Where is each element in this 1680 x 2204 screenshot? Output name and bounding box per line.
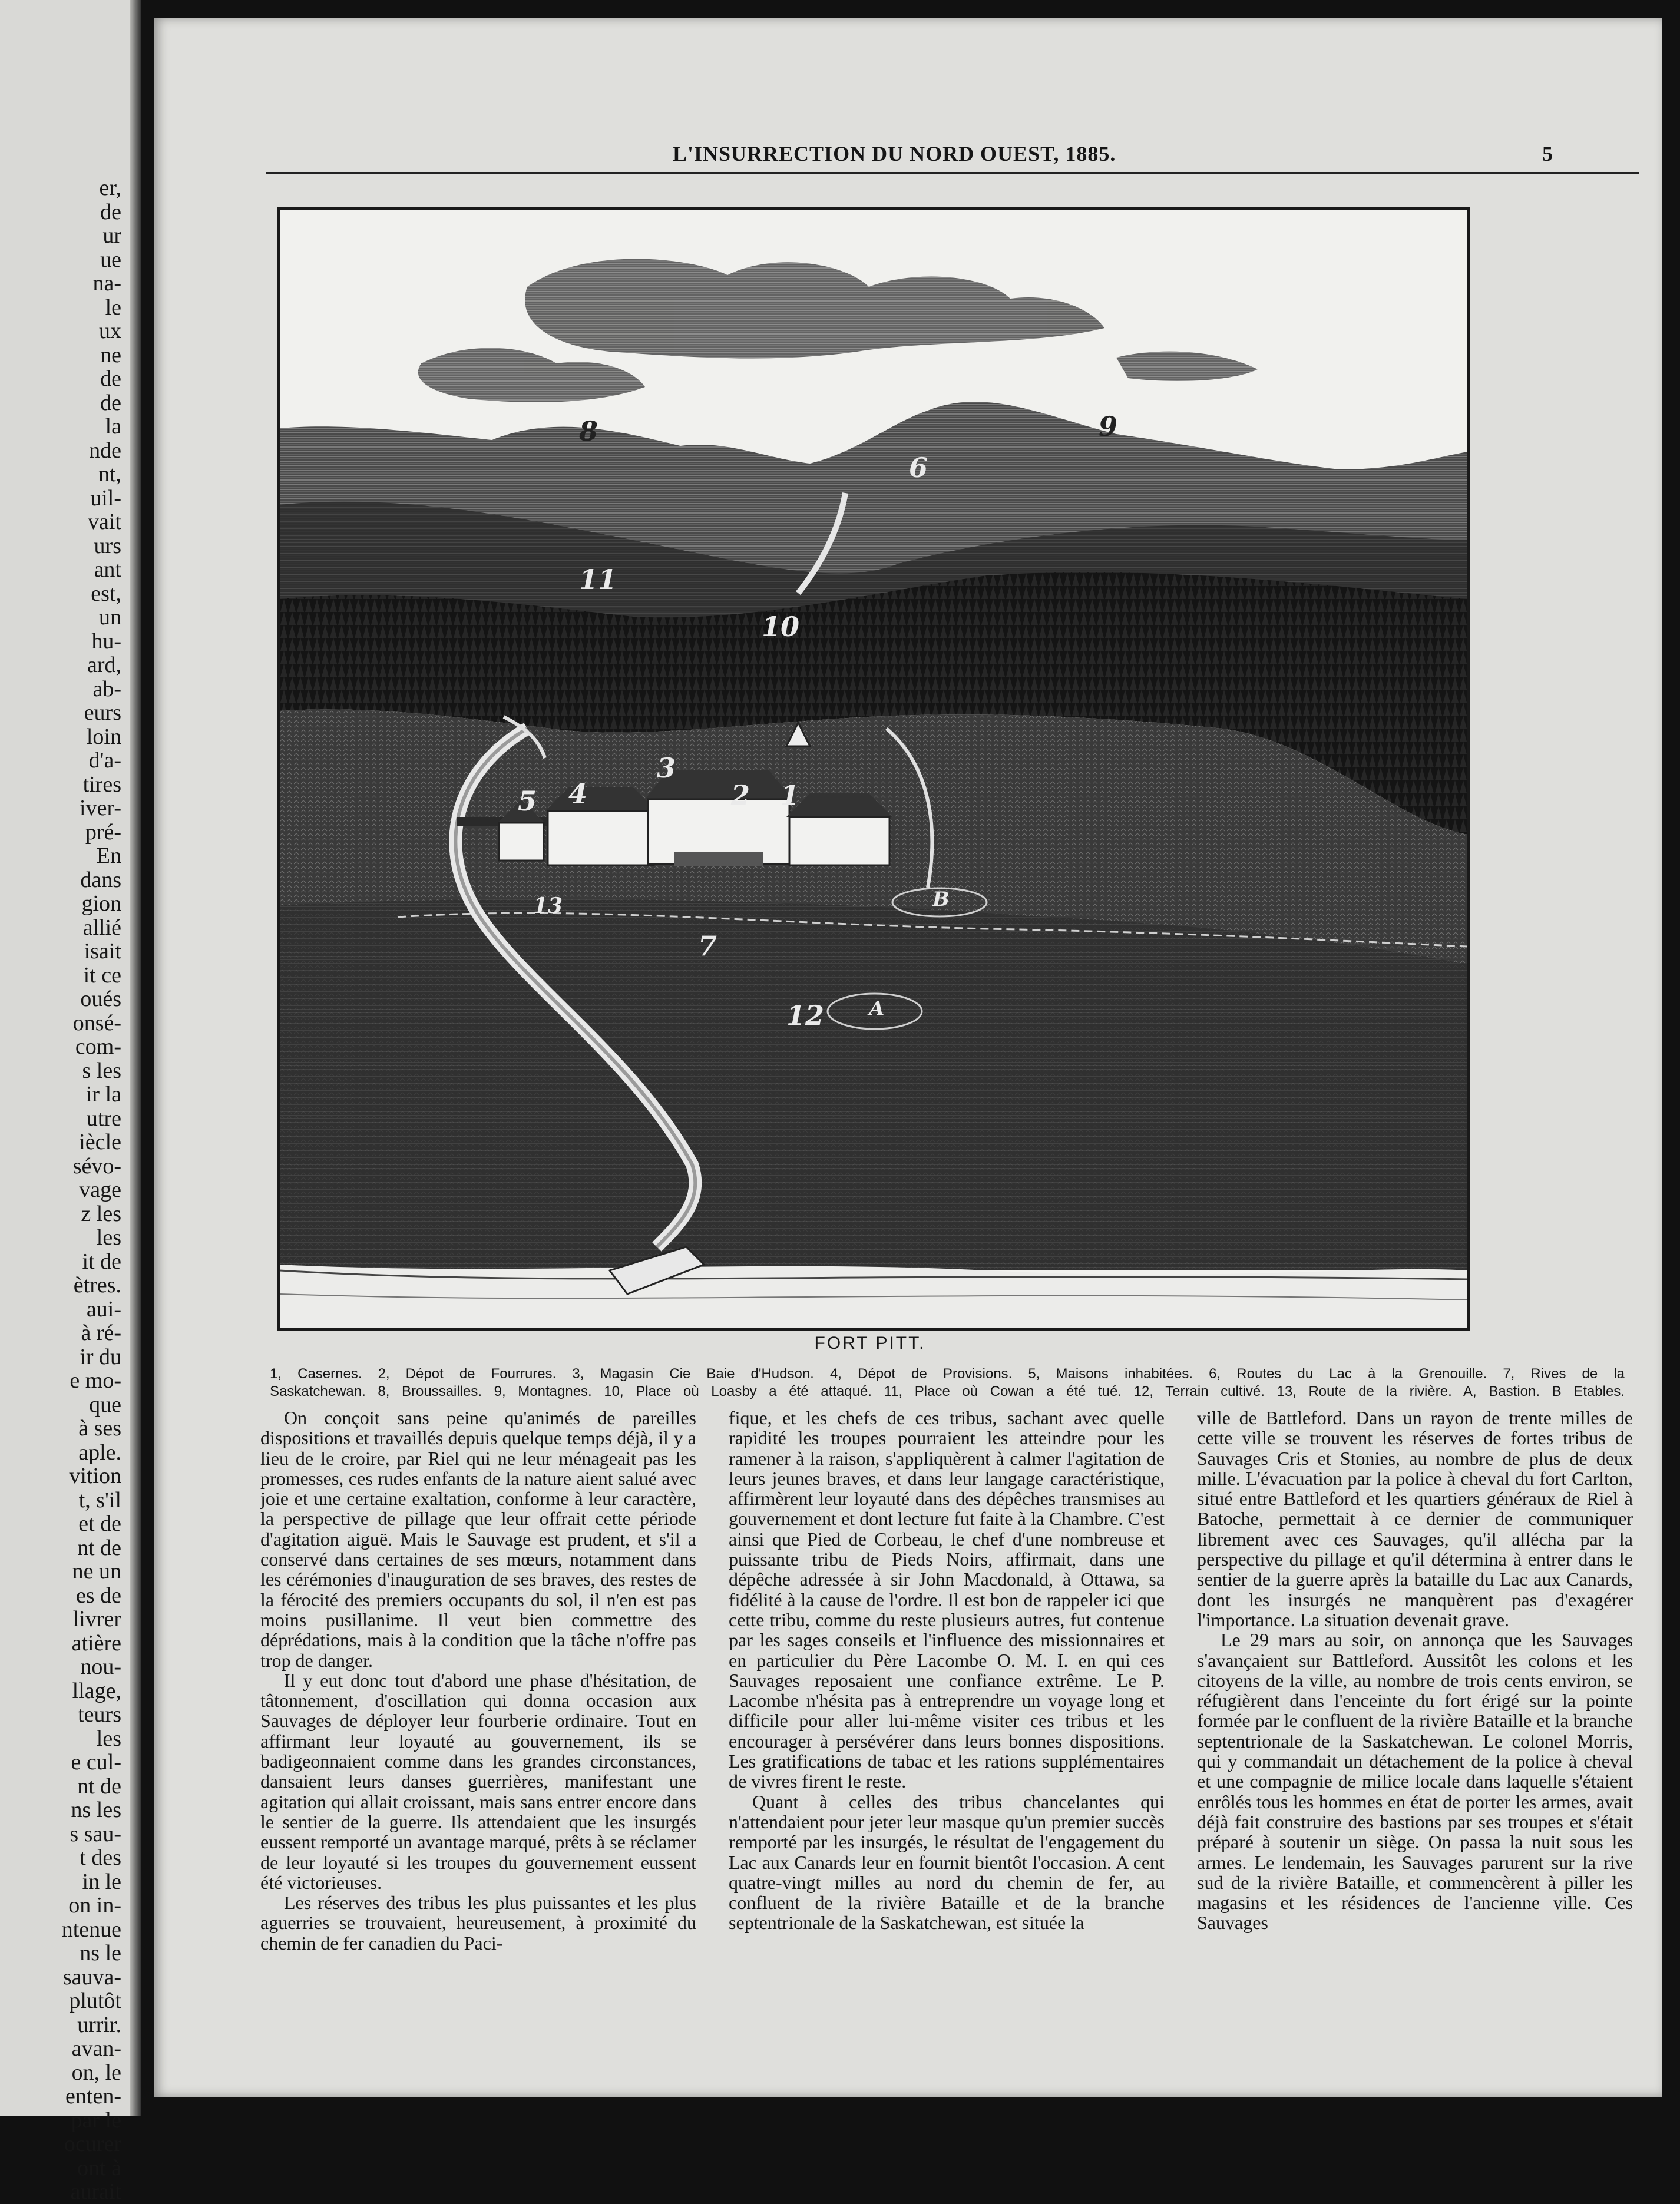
page-gutter [130,0,141,2116]
facing-page-line: in le [82,1869,121,1894]
column-2 [729,1408,1165,2020]
facing-page-line: d'a- [88,748,121,773]
facing-page-line: à ré- [81,1321,121,1345]
facing-page-line: ab- [92,676,121,701]
facing-page-line: er, [99,176,121,200]
facing-page-line: e mo- [70,1368,121,1393]
facing-page-line: les [96,1225,121,1250]
engraving-illustration [280,210,1467,1328]
facing-page-line: ont à [77,2155,121,2180]
paragraph: Il y eut donc tout d'abord une phase d'hésitation, de tâtonnement, d'oscillation qui donna occasion aux Sauvages de déployer leur fourberie ordinaire. Tout en affirmant leur loyauté au gouvernement, ils se badigeonnaient comme dans les grandes circonstances, dansaient leurs danses guerrières, manifestant une agitation qui allait croissant, mais sans entrer encore dans le sentier de la guerre. Ils attendaient que les insurgés eussent remporté un avantage marqué, prêts à se réclamer de leur loyauté si les troupes du gouvernement eussent été victorieuses. [260,1669,696,1893]
facing-page-line: it de [82,1249,121,1274]
facing-page-line: aple. [78,1439,121,1465]
facing-page-line: ur [102,223,121,248]
facing-page-line: z les [81,1201,121,1226]
facing-page-line: ux [99,319,121,343]
facing-page-line: ne [100,342,121,368]
facing-page-line: ue [100,247,121,272]
facing-page-line: de [100,199,121,224]
figure-label-5: 5 [518,785,537,817]
facing-page-line: les [96,1726,121,1751]
facing-page-line: ne un [72,1559,121,1584]
facing-page-line: à ses [78,1416,121,1441]
facing-page-line: livrer [72,1607,121,1632]
figure-label-A: A [869,997,885,1021]
facing-page-line: ètres. [73,1273,121,1298]
figure-label-13: 13 [533,893,563,918]
facing-page-line: com- [75,1034,121,1059]
facing-page-line: le [105,294,121,320]
figure-label-9: 9 [1099,411,1118,442]
facing-page-line: nt de [77,1535,121,1560]
figure-label-B: B [932,888,950,911]
facing-page-line: nou- [80,1654,121,1679]
facing-page-line: nt de [77,1773,121,1799]
facing-page-line: un [99,605,121,630]
facing-page-line: tires [82,772,121,797]
facing-page-line: la [105,414,121,439]
facing-page-line: it ce [83,962,121,988]
facing-page-line: dans [80,867,121,892]
facing-page-line: hu- [91,628,121,654]
figure-label-12: 12 [786,1000,825,1031]
facing-page-line: on, le [71,2060,121,2085]
header-rule [266,172,1639,174]
facing-page-line: de [100,366,121,391]
facing-page-line: urrir. [77,2012,121,2037]
figure-label-6: 6 [909,452,928,484]
facing-page-line: atière [71,1630,121,1656]
document-page [154,18,1662,2097]
facing-page-line: ard, [87,653,121,677]
facing-page-line: de [100,390,121,415]
fort-pitt-engraving [277,207,1470,1331]
facing-page-line: vition [69,1464,121,1488]
figure-label-4: 4 [568,778,588,810]
facing-page-line: En [96,843,121,868]
facing-page-line: avan- [71,2036,121,2061]
facing-page-line: ir du [80,1344,121,1369]
paragraph: fique, et les chefs de ces tribus, sachant avec quelle rapidité les troupes pourraient les atteindre pour les ramener à la raison, s'appliquèrent à calmer l'agitation de leurs jeunes braves, et dans leur langage caractéristique, affirmèrent leur loyauté dans des dépêches transmises au gouvernement et dont lecture fut faite à la Chambre. C'est ainsi que Pied de Corbeau, le chef d'une nombreuse et puissante tribu de Pieds Noirs, affirmait, dans une dépêche adressée à sir John Macdonald, à Ottawa, sa fidélité à la cause de l'ordre. Il est bon de rappeler ici que cette tribu, comme du reste plusieurs autres, fut contenue par les sages conseils et l'influence des missionnaires et en particulier du Père Lacombe O. M. I. en qui ces Sauvages reposaient une confiance extrême. Le P. Lacombe n'hésita pas à entreprendre un voyage long et difficile pour aller lui-même visiter ces tribus et les encourager à persévérer dans leurs bonnes dispositions. Les gratifications de tabac et les rations supplémentaires de vivres firent le reste. [729,1407,1165,1792]
facing-page-line: iver- [80,796,121,820]
facing-page-line: llage, [72,1678,121,1703]
figure-legend [270,1365,1625,1401]
facing-page-line: vage [79,1177,121,1202]
facing-page-line: que [89,1392,121,1417]
facing-page-line: aui- [86,1296,121,1322]
column-3 [1197,1408,1633,2020]
figure-label-3: 3 [657,752,676,784]
facing-page-line: gion [81,891,121,916]
facing-page-line: on in- [68,1893,121,1918]
figure-label-8: 8 [579,415,598,447]
facing-page-line: plutôt [69,1988,121,2013]
facing-page-line: s sau- [70,1821,121,1846]
facing-page-line: es de [75,1583,121,1608]
facing-page-line: aurait [70,2179,121,2204]
running-head-title: L'INSURRECTION DU NORD OUEST, 1885. [673,142,1116,166]
facing-page-line: est, [91,581,121,606]
paragraph: Quant à celles des tribus chancelantes qui n'attendaient pour jeter leur masque qu'un premier succès remporté par les insurgés, le résultat de l'engagement du Lac aux Canards leur en fournit bientôt l'occasion. A cent quatre-vingt milles au nord du chemin de fer, au confluent de la rivière Bataille et de la branche septentrionale de la Saskatchewan, est située la [729,1791,1165,1934]
facing-page-line: oués [80,987,121,1011]
figure-label-1: 1 [781,779,800,811]
facing-page-line: et de [78,1511,121,1536]
facing-page-line: utre [86,1106,121,1131]
facing-page-line: eurs [84,700,121,725]
facing-page-line: t, s'il [78,1487,121,1513]
facing-page-line: teurs [78,1702,121,1727]
paragraph: On conçoit sans peine qu'animés de pareilles dispositions et travaillés depuis quelque temps déjà, il y a lieu de le croire, par Riel qui ne leur ménageait pas les promesses, ces rudes enfants de la nature aient salué avec joie et une certaine exaltation, conforme à leur caractère, la perspective de pillage que leur offrait cette période d'agitation aiguë. Mais le Sauvage est prudent, et s'il a conservé dans certaines de ses mœurs, notamment dans les cérémonies d'inauguration de ses braves, des restes de la férocité des premiers occupants du sol, il n'en est pas moins pusillanime. Il veut bien commettre des déprédations, mais à la condition que la tâche n'offre pas trop de danger. [260,1407,696,1671]
page-number: 5 [1542,142,1553,166]
facing-page-line: pré- [85,819,121,845]
legend-line-2: Saskatchewan. 8, Broussailles. 9, Montagnes. 10, Place où Loasby a été attaqué. 11, Place où Cowan a été tué. 12, Terrain cultivé. 13, Route de la rivière. A, Bastion. B Etables. [270,1384,1625,1399]
facing-page-line: na- [92,271,121,296]
figure-label-10: 10 [762,611,800,643]
running-head [154,141,1662,177]
facing-page-line: ir la [85,1082,121,1107]
facing-page-line: nt, [98,462,121,487]
facing-page-line: uil- [90,485,121,511]
facing-page-line: ant [94,557,121,582]
facing-page-fragment [0,0,141,2204]
facing-page-line: vait [88,509,121,534]
text-columns [260,1408,1633,2020]
facing-page-line: allié [82,915,121,940]
facing-page-line: onsé- [72,1010,121,1035]
paragraph: Le 29 mars au soir, on annonça que les Sauvages s'avançaient sur Battleford. Aussitôt les colons et les citoyens de la ville, au nombre de trois cents environ, se réfugièrent dans l'enceinte du fort érigé sur la pointe formée par le confluent de la rivière Bataille et la branche septentrionale de la Saskatchewan. Le colonel Morris, qui y commandait un détachement de la police à cheval et une compagnie de milice locale dans laquelle s'étaient enrôlés tous les hommes en état de porter les armes, avait déjà fait construire des bastions par ses troupes et s'était préparé à soutenir un siège. On passa la nuit sous les armes. Le lendemain, les Sauvages parurent sur la rive sud de la rivière Bataille, et commencèrent à piller les magasins et les résidences de l'ancienne ville. Ces Sauvages [1197,1629,1633,1934]
facing-page-line: nde [89,438,121,463]
facing-page-line: ocurer [64,2132,121,2156]
facing-page-line: e cul- [71,1750,121,1775]
facing-page-line: par le [71,2107,121,2133]
facing-page-line: ns le [80,1941,121,1965]
facing-page-line: iècle [79,1130,121,1154]
column-1 [260,1408,696,2020]
figure-label-11: 11 [579,564,617,595]
legend-line-1: 1, Casernes. 2, Dépot de Fourrures. 3, Magasin Cie Baie d'Hudson. 4, Dépot de Provisions. 5, Maisons inhabitées. 6, Routes du Lac à la Grenouille. 7, Rives de la [270,1366,1625,1382]
facing-page-line: ns les [71,1798,121,1822]
facing-page-line: urs [94,533,121,558]
paragraph: ville de Battleford. Dans un rayon de trente milles de cette ville se trouvent les réserves de fortes tribus de Sauvages Cris et Stonies, au nombre de plus de deux mille. L'évacuation par la police à cheval du fort Carlton, situé entre Battleford et les quartiers généraux de Riel à Batoche, permettait à ce dernier de communiquer librement avec ces Sauvages, qu'il alléchа par la perspective du pillage et qu'il détermina à entrer dans le sentier de la guerre après la bataille du Lac aux Canards, dont les insurgés ne manquèrent pas d'exagérer l'importance. La situation devenait grave. [1197,1407,1633,1630]
facing-page-line: sauva- [62,1964,121,1990]
paragraph: Les réserves des tribus les plus puissantes et les plus aguerries se trouvaient, heureusement, à proximité du chemin de fer canadien du Paci- [260,1892,696,1954]
facing-page-line: sévo- [72,1153,121,1179]
facing-page-line: loin [86,724,121,749]
facing-page-line: t des [80,1845,121,1870]
facing-page-line: ntenue [61,1917,121,1942]
facing-page-line: isait [84,939,121,964]
figure-label-7: 7 [698,930,717,962]
facing-page-line: enten- [65,2084,121,2109]
figure-caption-title: FORT PITT. [814,1333,926,1353]
figure-label-2: 2 [731,779,750,811]
facing-page-line: s les [82,1058,121,1083]
